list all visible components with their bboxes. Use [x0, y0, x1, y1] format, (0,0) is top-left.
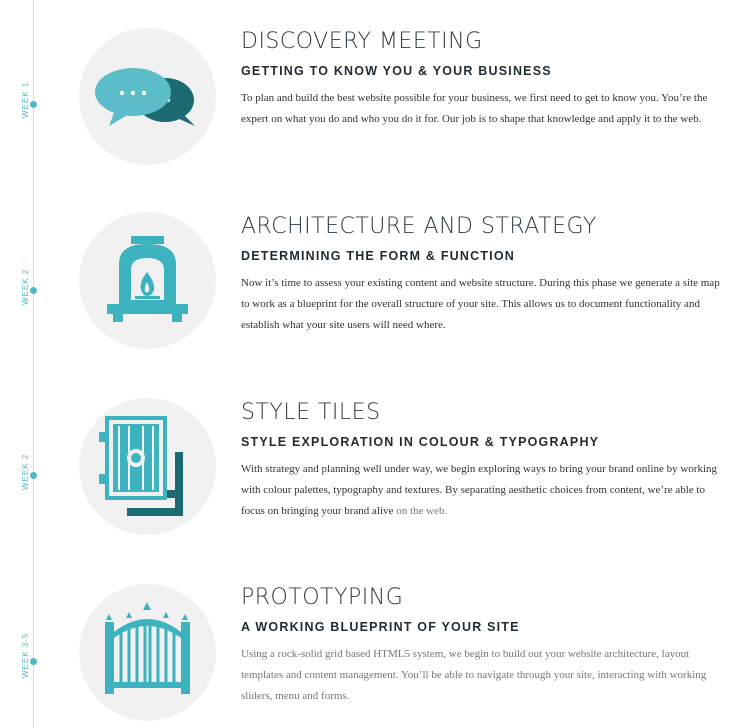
- fireplace-icon: [79, 212, 216, 349]
- step-description: With strategy and planning well under way, we begin exploring ways to bring your brand online by working with colour palettes, typography and textures. By separating aesthetic choices from content, we’re able to focus on bringing your brand alive on the web.: [241, 463, 718, 517]
- step-icon-circle: [79, 398, 216, 535]
- timeline-dot: [30, 287, 37, 294]
- step-description: To plan and build the best website possible for your business, we first need to get to know you. You’re the expert on what you do and who you do it for. Our job is to shape that knowledge and apply it to the web.: [241, 92, 708, 125]
- step-prototyping: [241, 585, 721, 707]
- step-subtitle: A WORKING BLUEPRINT OF YOUR SITE: [241, 620, 520, 634]
- step-title: DISCOVERY MEETING: [241, 29, 483, 54]
- step-icon-circle: [79, 212, 216, 349]
- step-subtitle: GETTING TO KNOW YOU & YOUR BUSINESS: [241, 64, 552, 78]
- step-style-tiles: [241, 400, 721, 522]
- step-discovery-meeting: [241, 29, 721, 130]
- timeline-dot: [30, 101, 37, 108]
- step-subtitle: STYLE EXPLORATION IN COLOUR & TYPOGRAPHY: [241, 435, 600, 449]
- week-label: WEEK 2: [21, 453, 30, 490]
- week-label: WEEK 3-5: [21, 632, 30, 678]
- step-architecture-strategy: [241, 214, 721, 336]
- chat-bubbles-icon: [79, 28, 216, 165]
- step-title: PROTOTYPING: [241, 585, 404, 610]
- step-title: ARCHITECTURE AND STRATEGY: [241, 214, 597, 239]
- step-description: Now it’s time to assess your existing content and website structure. During this phase we generate a site map to work as a blueprint for the overall structure of your site. This allows us to document functionality and establish what your site users will need where.: [241, 277, 720, 331]
- step-description: Using a rock-solid grid based HTML5 system, we begin to build out your website architecture, layout templates and content management. You’ll be able to navigate through your site, interacting with working sliders, menu and forms.: [241, 648, 707, 702]
- step-title: STYLE TILES: [241, 400, 381, 425]
- week-label: WEEK 1: [21, 81, 30, 118]
- timeline-dot: [30, 658, 37, 665]
- iron-gate-icon: [79, 584, 216, 721]
- step-icon-circle: [79, 28, 216, 165]
- timeline-line: [33, 0, 34, 728]
- timeline-dot: [30, 472, 37, 479]
- step-subtitle: DETERMINING THE FORM & FUNCTION: [241, 249, 515, 263]
- week-label: WEEK 2: [21, 268, 30, 305]
- ornate-door-icon: [79, 398, 216, 535]
- step-icon-circle: [79, 584, 216, 721]
